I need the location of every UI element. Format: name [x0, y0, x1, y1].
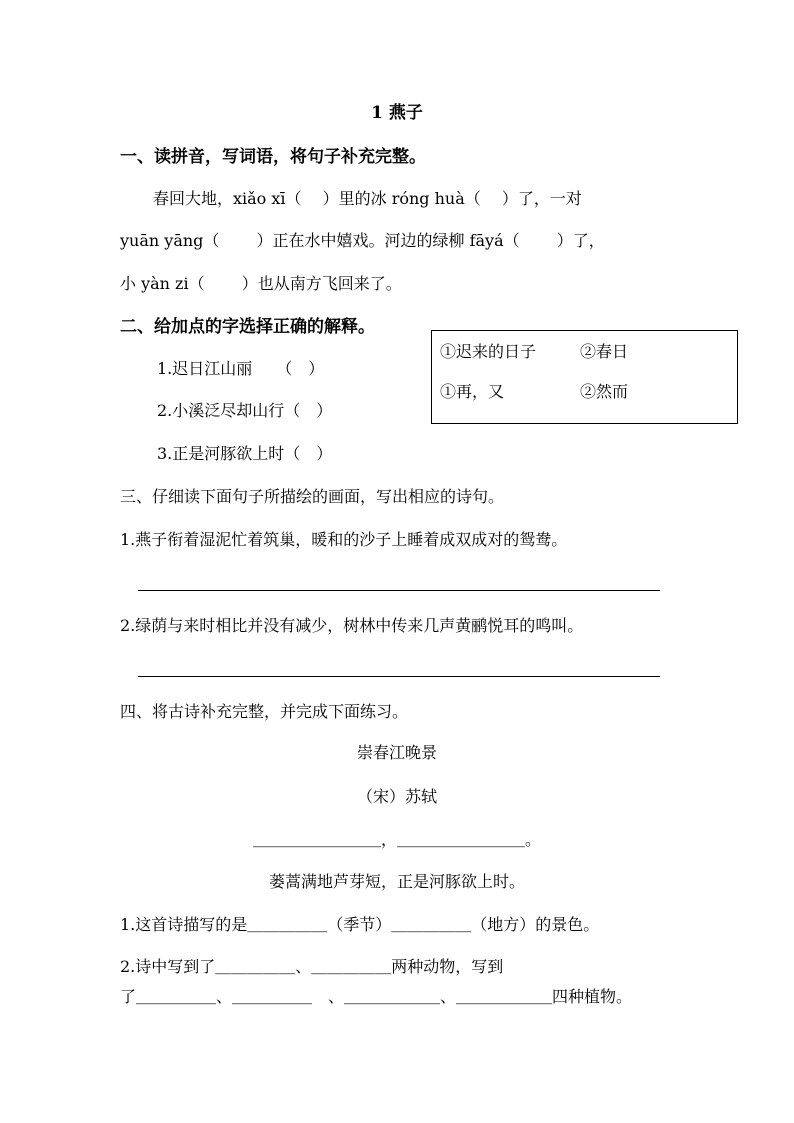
- section4-question-2-line-1: 2.诗中写到了＿＿＿＿＿、＿＿＿＿＿两种动物，写到: [120, 957, 504, 976]
- poem-title: 崇春江晚景: [356, 743, 437, 762]
- page-title: 1 燕子: [371, 103, 423, 123]
- section2-item-1: 1.迟日江山丽 （ ）: [157, 359, 325, 378]
- answer-line-2[interactable]: [138, 676, 660, 677]
- section3-question-2: 2.绿荫与来时相比并没有减少，树林中传来几声黄鹂悦耳的鸣叫。: [120, 616, 584, 635]
- option-2a: ①再，又: [440, 382, 505, 401]
- poem-line-2: 蒌蒿满地芦芽短，正是河豚欲上时。: [268, 872, 525, 891]
- section1-line-3: 小 yàn zi（ ）也从南方飞回来了。: [120, 274, 402, 293]
- option-1a: ①迟来的日子: [440, 342, 537, 361]
- option-2b: ②然而: [580, 382, 629, 401]
- section1-line-2: yuān yāng（ ）正在水中嬉戏。河边的绿柳 fāyá（ ）了，: [120, 231, 605, 250]
- poem-blank-line[interactable]: ＿＿＿＿＿＿＿＿，＿＿＿＿＿＿＿＿。: [252, 830, 541, 849]
- section2-item-3: 3.正是河豚欲上时（ ）: [157, 444, 333, 463]
- section3-question-1: 1.燕子衔着湿泥忙着筑巢，暖和的沙子上睡着成双成对的鸳鸯。: [120, 530, 568, 549]
- section2-item-2: 2.小溪泛尽却山行（ ）: [157, 401, 333, 420]
- options-box: [431, 330, 738, 424]
- section3-heading: 三、仔细读下面句子所描绘的画面，写出相应的诗句。: [120, 487, 505, 506]
- section1-line-1: 春回大地，xiǎo xī（ ）里的冰 róng huà（ ）了，一对: [153, 189, 582, 208]
- section4-heading: 四、将古诗补充完整，并完成下面练习。: [120, 702, 409, 721]
- option-1b: ②春日: [580, 342, 629, 361]
- section4-question-1: 1.这首诗描写的是＿＿＿＿＿（季节）＿＿＿＿＿（地方）的景色。: [120, 915, 600, 934]
- section2-heading: 二、给加点的字选择正确的解释。: [120, 317, 375, 337]
- answer-line-1[interactable]: [138, 590, 660, 591]
- section1-heading: 一、读拼音，写词语，将句子补充完整。: [120, 147, 426, 167]
- section4-question-2-line-2: 了＿＿＿＿＿、＿＿＿＿＿ 、＿＿＿＿＿＿、＿＿＿＿＿＿四种植物。: [120, 987, 633, 1006]
- poem-author: （宋）苏轼: [356, 787, 437, 806]
